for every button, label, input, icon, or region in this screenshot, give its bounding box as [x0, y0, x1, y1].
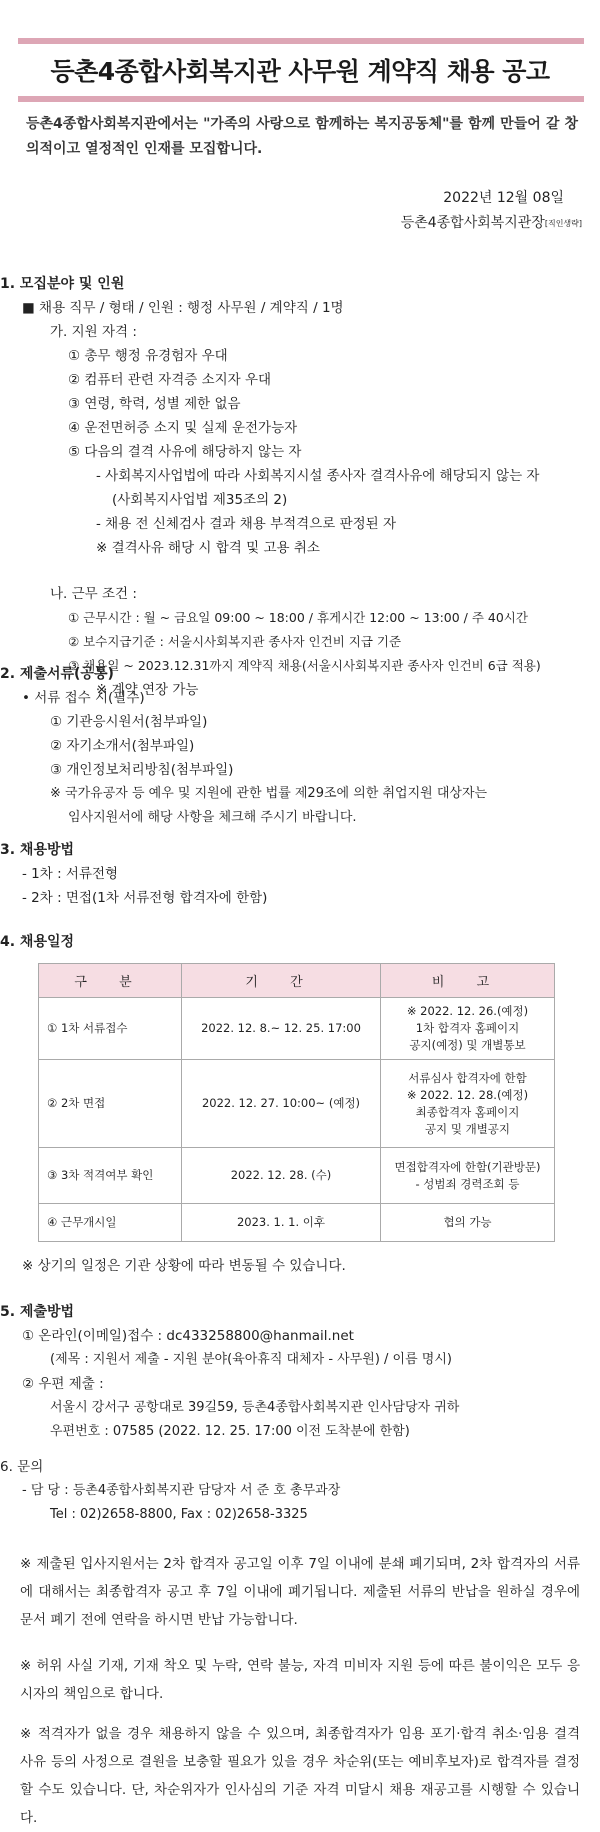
- qual-item: ③ 연령, 학력, 성별 제한 없음: [68, 396, 241, 412]
- table-row: [39, 998, 555, 1060]
- note-line: 협의 가능: [443, 1215, 492, 1229]
- section-heading: 1. 모집분야 및 인원: [0, 276, 125, 292]
- stage-cell: ④ 근무개시일: [39, 1204, 182, 1242]
- posting-date: 2022년 12월 08일: [443, 190, 564, 206]
- online-submission: ① 온라인(이메일)접수 : dc433258800@hanmail.net: [22, 1328, 354, 1344]
- note-line: 공지 및 개별공지: [424, 1121, 511, 1136]
- seal-note: [직인생략]: [544, 219, 582, 228]
- schedule-table: [38, 963, 555, 1242]
- issuer-name: 등촌4종합사회복지관장: [400, 215, 545, 231]
- period-cell: 2023. 1. 1. 이후: [182, 1204, 381, 1242]
- stage-cell: ① 1차 서류접수: [39, 998, 182, 1060]
- note-line: 1차 합격자 홈페이지: [415, 1021, 520, 1035]
- period-cell: 2022. 12. 8.~ 12. 25. 17:00: [182, 998, 381, 1060]
- document-item: ③ 개인정보처리방침(첨부파일): [50, 762, 234, 778]
- section-documents: [0, 662, 600, 830]
- note-line: 면접합격자에 한함(기관방문): [394, 1159, 541, 1174]
- column-header: 비 고: [381, 964, 555, 998]
- table-header-row: [39, 964, 555, 998]
- note-cell: [381, 1204, 555, 1242]
- period-cell: 2022. 12. 27. 10:00~ (예정): [182, 1060, 381, 1148]
- document-item: ② 자기소개서(첨부파일): [50, 738, 195, 754]
- documents-note: ※ 국가유공자 등 예우 및 지원에 관한 법률 제29조에 의한 취업지원 대상자는: [50, 786, 488, 801]
- column-header: 기 간: [182, 964, 381, 998]
- period-cell: 2022. 12. 28. (수): [182, 1148, 381, 1204]
- postal-address: 서울시 강서구 공항대로 39길59, 등촌4종합사회복지관 인사담당자 귀하: [50, 1400, 460, 1415]
- condition-item: ① 근무시간 : 월 ~ 금요일 09:00 ~ 18:00 / 휴게시간 12:00 ~ 13:00 / 주 40시간: [68, 610, 528, 625]
- note-line: 서류심사 합격자에 한함: [408, 1070, 527, 1085]
- section-heading: 2. 제출서류(공통): [0, 666, 114, 682]
- condition-note: ※ 계약 연장 가능: [96, 682, 199, 698]
- selection-step: - 1차 : 서류전형: [22, 866, 119, 882]
- contact-phone: Tel : 02)2658-8800, Fax : 02)2658-3325: [50, 1507, 308, 1522]
- section-heading: 5. 제출방법: [0, 1304, 75, 1320]
- stage-cell: ③ 3차 적격여부 확인: [39, 1148, 182, 1204]
- qual-item: ④ 운전면허증 소지 및 실제 운전가능자: [68, 420, 298, 436]
- note-line: ※ 2022. 12. 26.(예정): [406, 1004, 529, 1018]
- section-heading: 3. 채용방법: [0, 842, 75, 858]
- note-cell: [381, 998, 555, 1060]
- qual-item: ⑤ 다음의 결격 사유에 해당하지 않는 자: [68, 444, 302, 460]
- postal-submission: ② 우편 제출 :: [22, 1376, 104, 1392]
- postal-zip: 우편번호 : 07585 (2022. 12. 25. 17:00 이전 도착분에 한함): [50, 1424, 410, 1439]
- page-title: 등촌4종합사회복지관 사무원 계약직 채용 공고: [50, 57, 550, 86]
- note-paragraph: ※ 제출된 입사지원서는 2차 합격자 공고일 이후 7일 이내에 분쇄 폐기되며, 2차 합격자의 서류에 대해서는 최종합격자 공고 후 7일 이내에 폐기됩니다. 제출된 서류의 반납을 원하실 경우에 문서 폐기 전에 연락을 하시면 반납 가능합니다.: [20, 1556, 580, 1628]
- section-submission: [0, 1300, 600, 1444]
- section-recruitment: [0, 272, 600, 702]
- table-row: [39, 1148, 555, 1204]
- disqualification-law: (사회복지사업법 제35조의 2): [112, 492, 288, 508]
- recruit-summary: ■ 채용 직무 / 형태 / 인원 : 행정 사무원 / 계약직 / 1명: [22, 300, 344, 316]
- note-line: 공지(예정) 및 개별통보: [409, 1038, 526, 1052]
- section-schedule: [0, 930, 600, 954]
- note-paragraph: ※ 적격자가 없을 경우 채용하지 않을 수 있으며, 최종합격자가 임용 포기·합격 취소·임용 결격 사유 등의 사정으로 결원을 보충할 필요가 있을 경우 차순위(또는 예비후보자)로 합격자를 결정할 수도 있습니다. 단, 차순위자가 인사심의 기준 자격 미달시 채용 재공고를 시행할 수 있습니다.: [20, 1726, 580, 1826]
- stage-cell: ② 2차 면접: [39, 1060, 182, 1148]
- qual-title: 가. 지원 자격 :: [50, 324, 137, 340]
- section-heading: 4. 채용일정: [0, 934, 75, 950]
- disqualification-note: ※ 결격사유 해당 시 합격 및 고용 취소: [96, 540, 320, 556]
- disqualification-item: - 사회복지사업법에 따라 사회복지시설 종사자 결격사유에 해당되지 않는 자: [96, 468, 540, 484]
- issuer: [401, 212, 582, 232]
- table-row: [39, 1060, 555, 1148]
- documents-note-cont: 임사지원서에 해당 사항을 체크해 주시기 바랍니다.: [68, 810, 357, 825]
- note-cell: [381, 1148, 555, 1204]
- note-line: ※ 2022. 12. 28.(예정): [406, 1087, 529, 1102]
- intro-paragraph: 등촌4종합사회복지관에서는 "가족의 사랑으로 함께하는 복지공동체"를 함께 만들어 갈 창의적이고 열정적인 인재를 모집합니다.: [26, 116, 578, 157]
- title-bottom-rule: [18, 96, 584, 102]
- qual-item: ② 컴퓨터 관련 자격증 소지자 우대: [68, 372, 272, 388]
- section-selection: [0, 838, 600, 910]
- section-heading: 6. 문의: [0, 1459, 44, 1475]
- column-header: 구 분: [39, 964, 182, 998]
- contact-person: - 담 당 : 등촌4종합사회복지관 담당자 서 준 호 총무과장: [22, 1483, 341, 1498]
- online-submission-note: (제목 : 지원서 제출 - 지원 분야(육아휴직 대체자 - 사무원) / 이름 명시): [50, 1352, 452, 1367]
- selection-step: - 2차 : 면접(1차 서류전형 합격자에 한함): [22, 890, 268, 906]
- section-inquiry: [0, 1455, 600, 1527]
- table-row: [39, 1204, 555, 1242]
- schedule-footnote: ※ 상기의 일정은 기관 상황에 따라 변동될 수 있습니다.: [22, 1258, 346, 1274]
- note-cell: [381, 1060, 555, 1148]
- qual-item: ① 총무 행정 유경험자 우대: [68, 348, 228, 364]
- schedule-footnote-wrap: [0, 1254, 600, 1278]
- condition-item: ③ 채용일 ~ 2023.12.31까지 계약직 채용(서울시사회복지관 종사자 인건비 6급 적용): [68, 658, 541, 673]
- note-line: - 성범죄 경력조회 등: [415, 1176, 520, 1191]
- disqualification-item: - 채용 전 신체검사 결과 채용 부적격으로 판정된 자: [96, 516, 397, 532]
- documents-bullet: • 서류 접수 시(필수): [22, 690, 145, 706]
- conditions-title: 나. 근무 조건 :: [50, 586, 137, 602]
- note-line: 최종합격자 홈페이지: [415, 1104, 520, 1119]
- document-item: ① 기관응시원서(첨부파일): [50, 714, 208, 730]
- title-top-rule: [18, 38, 584, 44]
- condition-item: ② 보수지급기준 : 서울시사회복지관 종사자 인건비 지급 기준: [68, 634, 402, 649]
- note-paragraph: ※ 허위 사실 기재, 기재 착오 및 누락, 연락 불능, 자격 미비자 지원 등에 따른 불이익은 모두 응시자의 책임으로 합니다.: [20, 1658, 580, 1702]
